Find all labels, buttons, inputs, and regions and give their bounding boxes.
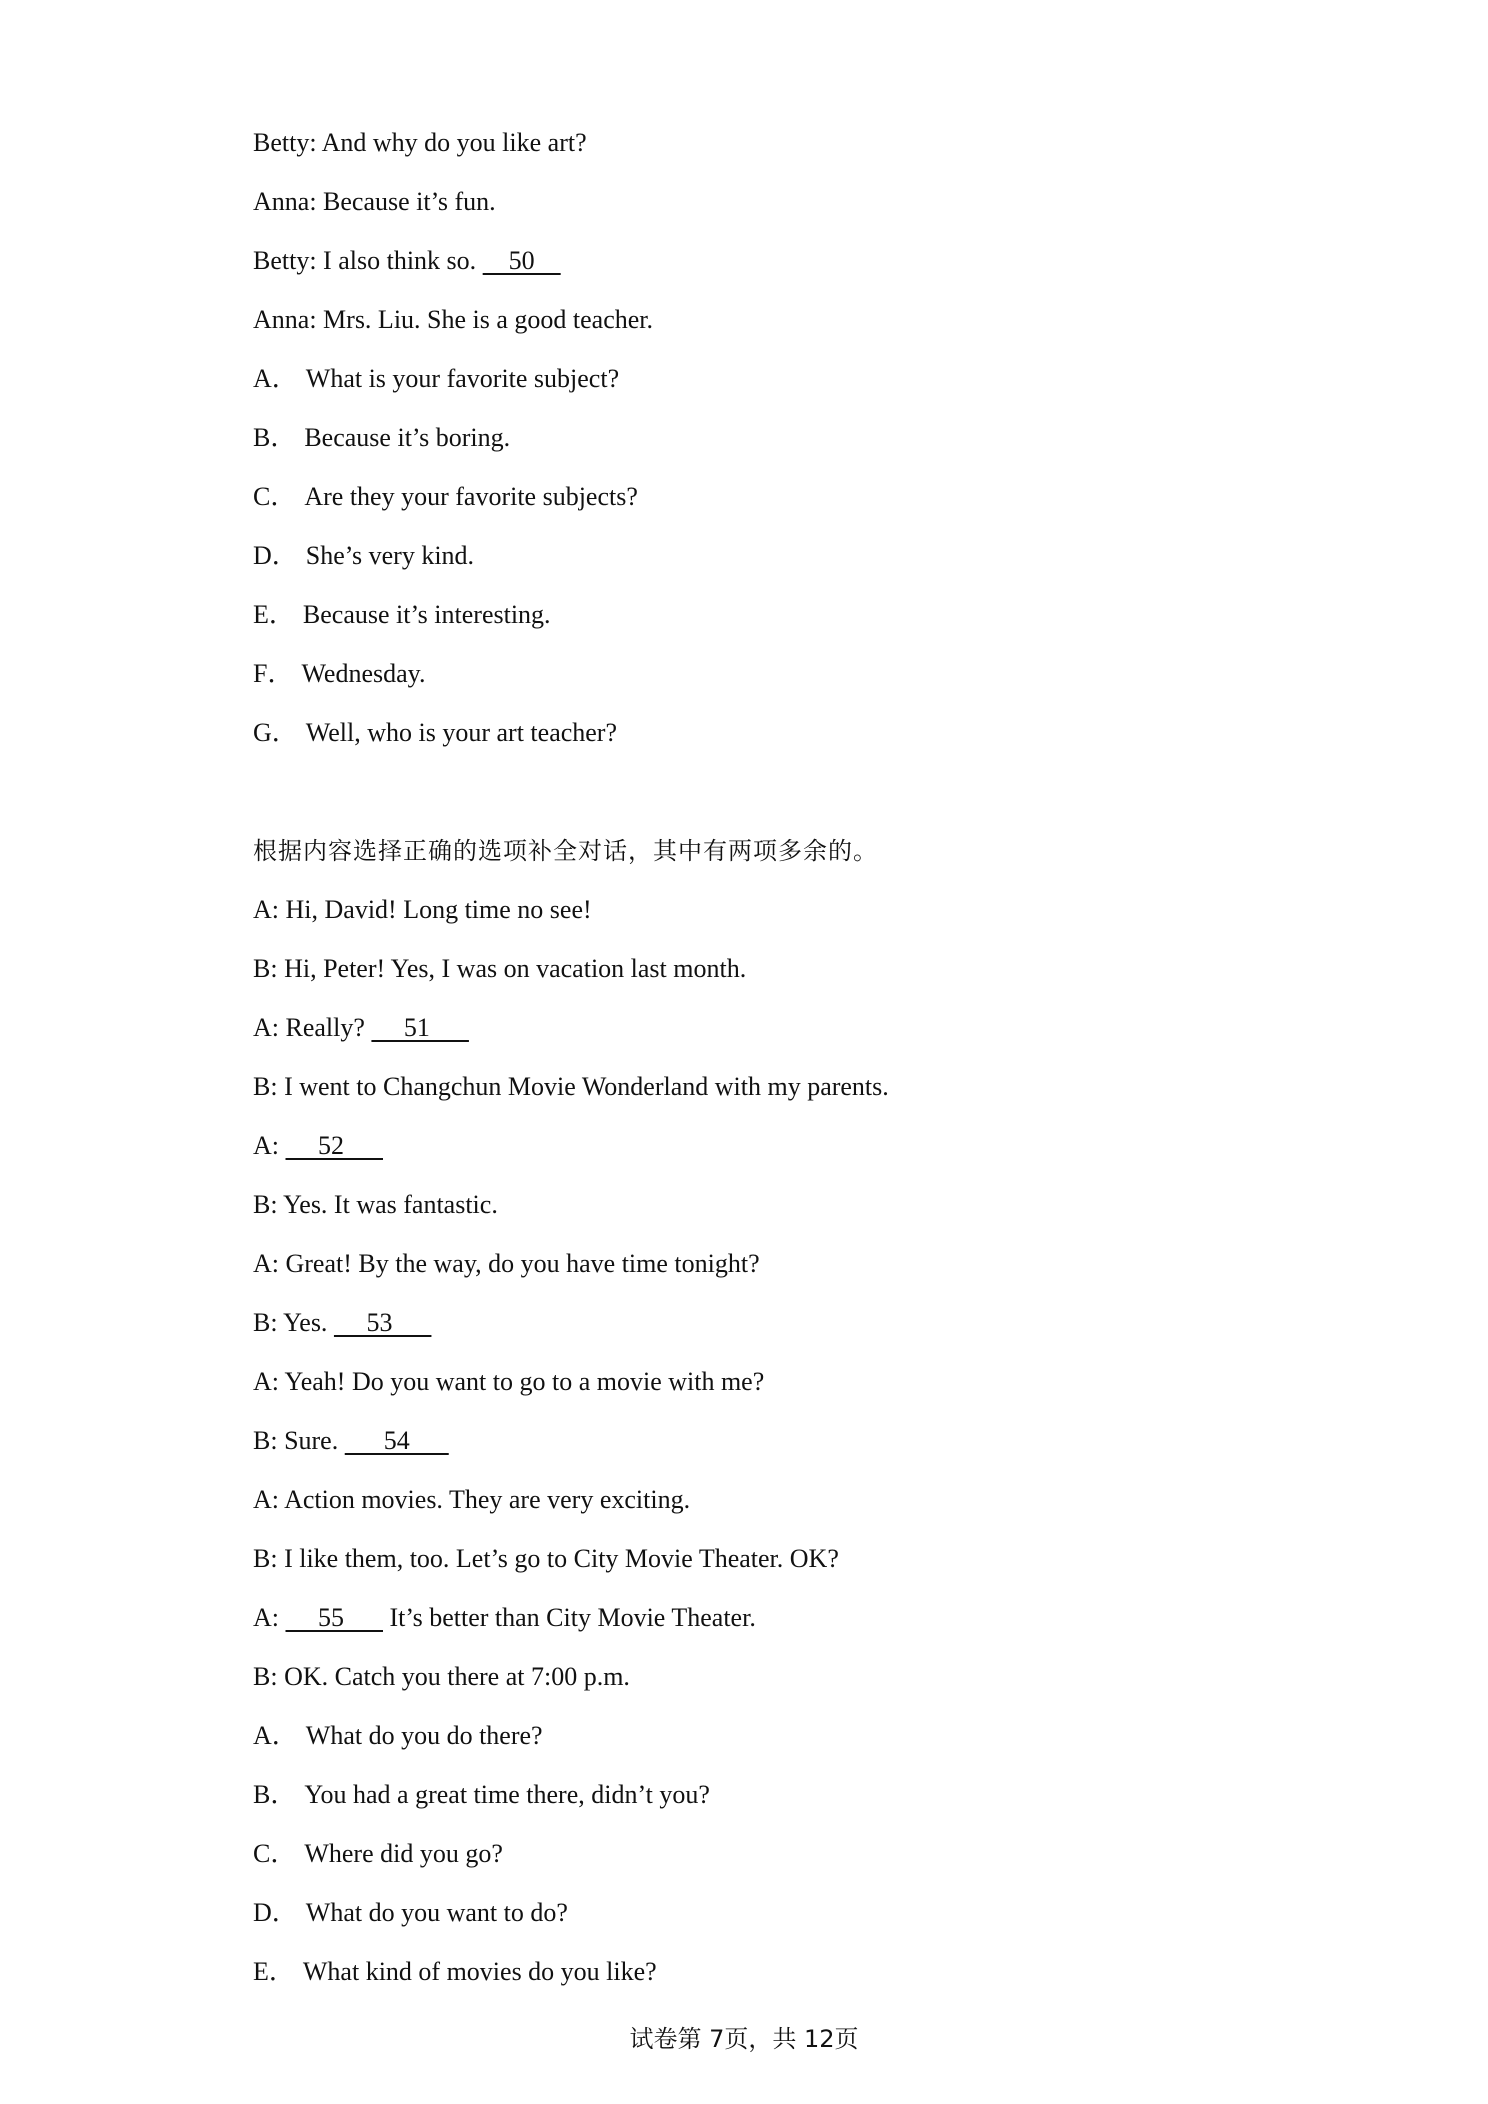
dialogue-line-with-blank: [253, 1012, 469, 1044]
answer-blank-53: 53: [333, 1308, 432, 1337]
option-item: [253, 363, 619, 395]
dialogue-line: A: Yeah! Do you want to go to a movie with me?: [253, 1367, 765, 1396]
option-letter: B．: [253, 423, 297, 452]
option-letter: C．: [253, 1839, 297, 1868]
option-letter: A．: [253, 364, 298, 393]
option-item: [253, 599, 551, 631]
dialogue-line-with-blank: [253, 1425, 449, 1457]
dialogue-line: A: Hi, David! Long time no see!: [253, 895, 592, 924]
answer-blank-55: 55: [285, 1603, 383, 1632]
option-letter: D．: [253, 1898, 298, 1927]
option-item: [253, 1838, 503, 1870]
option-item: [253, 658, 425, 690]
answer-blank-51: 51: [371, 1013, 469, 1042]
option-text: Well, who is your art teacher?: [305, 718, 618, 747]
option-text: What do you want to do?: [305, 1898, 568, 1927]
option-text: Where did you go?: [304, 1839, 503, 1868]
option-item: [253, 422, 510, 454]
option-text: Wednesday.: [301, 659, 426, 688]
answer-blank-52: 52: [285, 1131, 383, 1160]
dialogue-line: B: OK. Catch you there at 7:00 p.m.: [253, 1662, 630, 1691]
dialogue-text: A:: [253, 1131, 286, 1160]
option-letter: A．: [253, 1721, 298, 1750]
dialogue-text: A: Really?: [253, 1013, 372, 1042]
option-item: [253, 1897, 568, 1929]
dialogue-line: B: Hi, Peter! Yes, I was on vacation last month.: [253, 954, 747, 983]
option-letter: D．: [253, 541, 298, 570]
dialogue-line: B: I went to Changchun Movie Wonderland with my parents.: [253, 1072, 889, 1101]
option-letter: G．: [253, 718, 298, 747]
dialogue-line: A: Action movies. They are very exciting.: [253, 1485, 691, 1514]
option-item: [253, 481, 638, 513]
option-letter: F．: [253, 659, 294, 688]
dialogue-line-with-blank: [253, 245, 561, 277]
dialogue-line: B: Yes. It was fantastic.: [253, 1190, 498, 1219]
option-item: [253, 717, 617, 749]
option-text: You had a great time there, didn’t you?: [304, 1780, 710, 1809]
dialogue-line-with-blank: [253, 1130, 383, 1162]
option-letter: B．: [253, 1780, 297, 1809]
section-instruction: 根据内容选择正确的选项补全对话，其中有两项多余的。: [253, 837, 878, 865]
answer-blank-54: 54: [344, 1426, 449, 1455]
dialogue-text: B: Sure.: [253, 1426, 345, 1455]
option-letter: E．: [253, 1957, 295, 1986]
dialogue-line: Anna: Mrs. Liu. She is a good teacher.: [253, 305, 654, 334]
option-text: Because it’s interesting.: [302, 600, 551, 629]
option-letter: C．: [253, 482, 297, 511]
dialogue-line: A: Great! By the way, do you have time tonight?: [253, 1249, 760, 1278]
option-text: She’s very kind.: [305, 541, 475, 570]
option-text: What kind of movies do you like?: [302, 1957, 657, 1986]
option-item: [253, 1956, 657, 1988]
answer-blank-50: 50: [482, 246, 561, 275]
option-item: [253, 1779, 710, 1811]
dialogue-text: B: Yes.: [253, 1308, 334, 1337]
option-text: What is your favorite subject?: [305, 364, 620, 393]
option-letter: E．: [253, 600, 295, 629]
dialogue-line-with-blank: [253, 1307, 431, 1339]
option-text: What do you do there?: [305, 1721, 543, 1750]
option-text: Because it’s boring.: [304, 423, 511, 452]
dialogue-text: It’s better than City Movie Theater.: [383, 1603, 756, 1632]
dialogue-line: B: I like them, too. Let’s go to City Movie Theater. OK?: [253, 1544, 839, 1573]
dialogue-line-with-blank: [253, 1602, 756, 1634]
page-footer: 试卷第 7页，共 12页: [629, 2025, 859, 2053]
option-text: Are they your favorite subjects?: [304, 482, 638, 511]
option-item: [253, 1720, 543, 1752]
dialogue-line: Anna: Because it’s fun.: [253, 187, 496, 216]
option-item: [253, 540, 474, 572]
dialogue-text: Betty: I also think so.: [253, 246, 483, 275]
dialogue-line: Betty: And why do you like art?: [253, 128, 587, 157]
dialogue-text: A:: [253, 1603, 286, 1632]
